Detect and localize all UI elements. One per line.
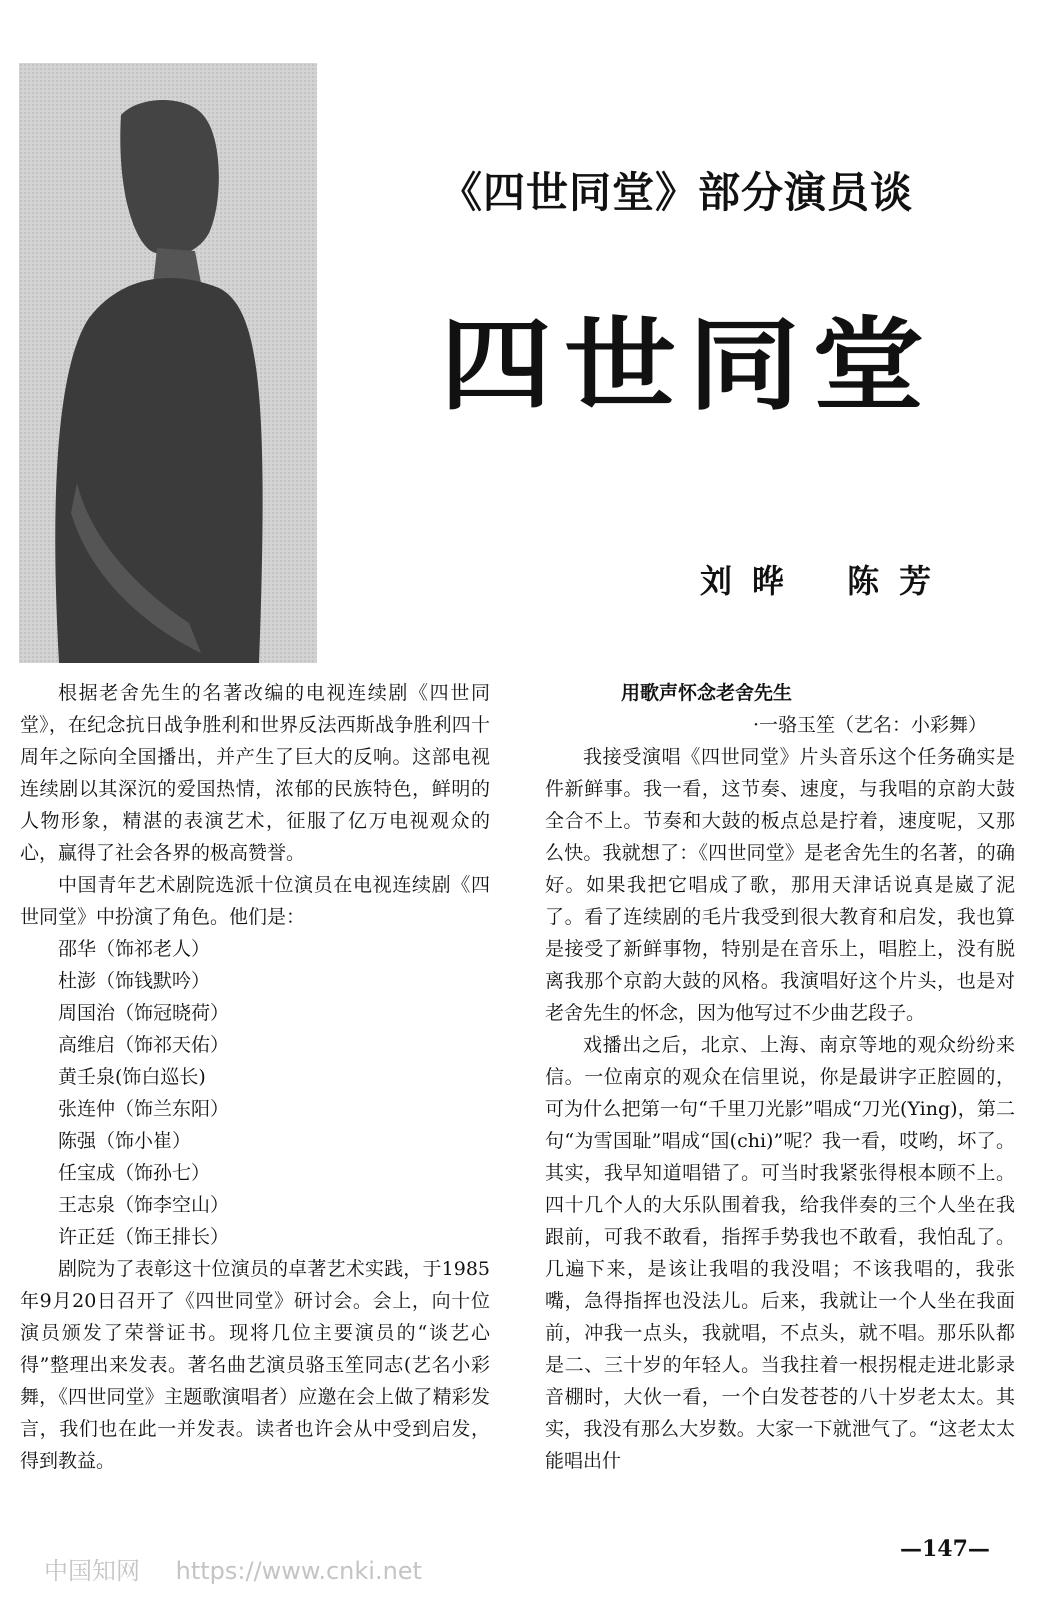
author-1: 刘晔 — [700, 562, 805, 600]
article-title: 《四世同堂》部分演员谈 — [440, 168, 914, 217]
watermark — [44, 1551, 422, 1586]
left-column — [20, 677, 490, 1477]
cast-item: 黄壬泉(饰白巡长) — [58, 1066, 206, 1088]
right-column — [545, 677, 1015, 1477]
cast-item: 许正廷（饰王排长） — [58, 1226, 230, 1248]
section-byline: ·一骆玉笙（艺名：小彩舞） — [752, 714, 987, 736]
cast-item: 任宝成（饰孙七） — [58, 1162, 211, 1184]
section-paragraph-1: 我接受演唱《四世同堂》片头音乐这个任务确实是件新鲜事。我一看，这节奏、速度，与我唱的京韵大鼓全合不上。节奏和大鼓的板点总是拧着，速度呢，又那么快。我就想了：《四世同堂》是老舍先生的名著，的确好。如果我把它唱成了歌，那用天津话说真是崴了泥了。看了连续剧的毛片我受到很大教育和启发，我也算是接受了新鲜事物，特别是在音乐上，唱腔上，没有脱离我那个京韵大鼓的风格。我演唱好这个片头，也是对老舍先生的怀念，因为他写过不少曲艺段子。 — [545, 746, 1015, 1024]
intro-paragraph-2: 中国青年艺术剧院选派十位演员在电视连续剧《四世同堂》中扮演了角色。他们是： — [20, 874, 490, 928]
cast-item: 高维启（饰祁天佑） — [58, 1034, 230, 1056]
cast-item: 杜澎（饰钱默吟） — [58, 970, 211, 992]
intro-paragraph-1: 根据老舍先生的名著改编的电视连续剧《四世同堂》，在纪念抗日战争胜利和世界反法西斯战争胜利四十周年之际向全国播出，并产生了巨大的反响。这部电视连续剧以其深沉的爱国热情，浓郁的民族特色，鲜明的人物形象，精湛的表演艺术，征服了亿万电视观众的心，赢得了社会各界的极高赞誉。 — [20, 682, 490, 864]
watermark-url: https://www.cnki.net — [175, 1557, 422, 1585]
cast-item: 邵华（饰祁老人） — [58, 938, 211, 960]
author-2: 陈芳 — [847, 562, 952, 600]
section-paragraph-2: 戏播出之后，北京、上海、南京等地的观众纷纷来信。一位南京的观众在信里说，你是最讲字正腔圆的，可为什么把第一句“千里刀光影”唱成“刀光(Ying)，第二句“为雪国耻”唱成“国(chi)”呢？我一看，哎哟，坏了。其实，我早知道唱错了。可当时我紧张得根本顾不上。四十几个人的大乐队围着我，给我伴奏的三个人坐在我跟前，可我不敢看，指挥手势我也不敢看，我怕乱了。几遍下来，是该让我唱的我没唱；不该我唱的，我张嘴，急得指挥也没法儿。后来，我就让一个人坐在我面前，冲我一点头，我就唱，不点头，就不唱。那乐队都是二、三十岁的年轻人。当我拄着一根拐棍走进北影录音棚时，大伙一看，一个白发苍苍的八十岁老太太。其实，我没有那么大岁数。大家一下就泄气了。“这老太太能唱出什 — [545, 1034, 1015, 1472]
section-title: 用歌声怀念老舍先生 — [621, 682, 793, 704]
portrait-figure — [19, 63, 317, 663]
calligraphy-title: 四世同堂 — [440, 306, 936, 425]
author-names — [700, 556, 951, 602]
watermark-brand: 中国知网 — [44, 1557, 140, 1585]
cast-list — [20, 933, 490, 1253]
cast-item: 王志泉（饰李空山） — [58, 1194, 230, 1216]
page-number: —147— — [900, 1536, 990, 1562]
cast-item: 周国治（饰冠晓荷） — [58, 1002, 230, 1024]
cast-item: 陈强（饰小崔） — [58, 1130, 192, 1152]
cast-item: 张连仲（饰兰东阳） — [58, 1098, 230, 1120]
actor-portrait-photo — [19, 63, 317, 663]
intro-paragraph-3: 剧院为了表彰这十位演员的卓著艺术实践，于1985年9月20日召开了《四世同堂》研讨会。会上，向十位演员颁发了荣誉证书。现将几位主要演员的“谈艺心得”整理出来发表。著名曲艺演员骆玉笙同志(艺名小彩舞，《四世同堂》主题歌演唱者）应邀在会上做了精彩发言，我们也在此一并发表。读者也许会从中受到启发，得到教益。 — [20, 1258, 490, 1472]
